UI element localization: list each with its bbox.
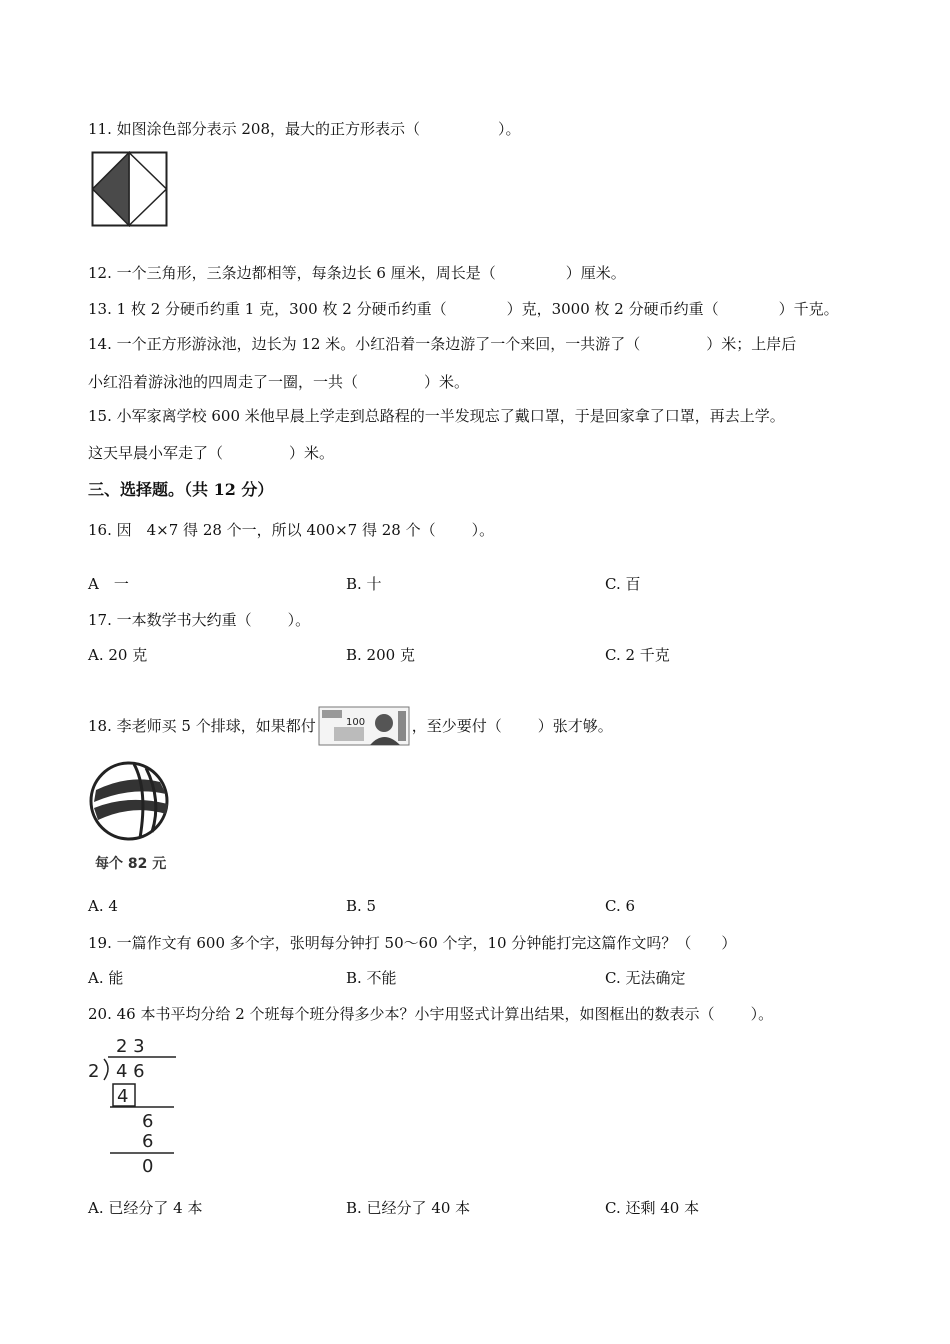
- question-20: 20. 46 本书平均分给 2 个班每个班分得多少本？小宇用竖式计算出结果，如图框出的数表示（ ）。: [88, 1005, 774, 1023]
- shaded-triangle: [93, 153, 130, 226]
- volleyball-image: [88, 760, 170, 842]
- option-c[interactable]: C. 无法确定: [605, 969, 686, 987]
- option-c[interactable]: C. 百: [605, 575, 641, 593]
- remainder: 0: [142, 1156, 154, 1177]
- ball-price-caption: 每个 82 元: [95, 856, 167, 872]
- q16-options: [88, 573, 868, 595]
- q18-options: [88, 897, 868, 919]
- option-b[interactable]: B. 已经分了 40 本: [346, 1199, 471, 1217]
- question-17: 17. 一本数学书大约重（ ）。: [88, 611, 311, 629]
- q11-text: 11. 如图涂色部分表示 208，最大的正方形表示（: [88, 120, 421, 138]
- option-b[interactable]: B. 不能: [346, 969, 397, 987]
- option-c[interactable]: C. 6: [605, 897, 636, 915]
- q17-options: [88, 644, 868, 666]
- option-b[interactable]: B. 200 克: [346, 646, 415, 664]
- option-a[interactable]: A. 4: [88, 897, 118, 915]
- question-13: 13. 1 枚 2 分硬币约重 1 克，300 枚 2 分硬币约重（ ）克，3000 枚 2 分硬币约重（ ）千克。: [88, 300, 839, 318]
- question-15-line2: 这天早晨小军走了（ ）米。: [88, 444, 335, 462]
- question-14-line2: 小红沿着游泳池的四周走了一圈，一共（ ）米。: [88, 373, 470, 391]
- step-bring-down: 6: [142, 1111, 154, 1132]
- question-18: 18. 李老师买 5 个排球，如果都付 100 ，至少要付（ ）张才够。: [88, 705, 613, 749]
- dividend: 4 6: [116, 1061, 145, 1082]
- option-c[interactable]: C. 还剩 40 本: [605, 1199, 700, 1217]
- q20-options: [88, 1197, 868, 1219]
- option-a[interactable]: A 一: [88, 575, 129, 593]
- option-c[interactable]: C. 2 千克: [605, 646, 670, 664]
- question-19: 19. 一篇作文有 600 多个字，张明每分钟打 50～60 个字，10 分钟能打完这篇作文吗？（ ）: [88, 934, 737, 952]
- square-diagram: [91, 151, 169, 227]
- option-b[interactable]: B. 5: [346, 897, 377, 915]
- banknote-image: [318, 705, 410, 749]
- question-11: 11. 如图涂色部分表示 208，最大的正方形表示（ ）。: [88, 120, 521, 138]
- question-12: 12. 一个三角形，三条边都相等，每条边长 6 厘米，周长是（ ）厘米。: [88, 264, 626, 282]
- boxed-number: 4: [117, 1086, 129, 1107]
- svg-text:100: 100: [345, 717, 365, 728]
- option-b[interactable]: B. 十: [346, 575, 382, 593]
- q19-options: [88, 967, 868, 989]
- option-a[interactable]: A. 能: [88, 969, 124, 987]
- question-14: 14. 一个正方形游泳池，边长为 12 米。小红沿着一条边游了一个来回，一共游了（ ）米；上岸后: [88, 335, 797, 353]
- long-division-diagram: [86, 1032, 181, 1178]
- option-a[interactable]: A. 已经分了 4 本: [88, 1199, 203, 1217]
- question-15: 15. 小军家离学校 600 米他早晨上学走到总路程的一半发现忘了戴口罩，于是回家拿了口罩，再去上学。: [88, 407, 785, 425]
- option-a[interactable]: A. 20 克: [88, 646, 148, 664]
- quotient: 2 3: [116, 1036, 145, 1057]
- question-16: 16. 因 4×7 得 28 个一，所以 400×7 得 28 个（ ）。: [88, 521, 495, 539]
- section-title: 三、选择题。（共 12 分）: [88, 480, 274, 499]
- divisor: 2: [88, 1061, 100, 1082]
- step-product: 6: [142, 1131, 154, 1152]
